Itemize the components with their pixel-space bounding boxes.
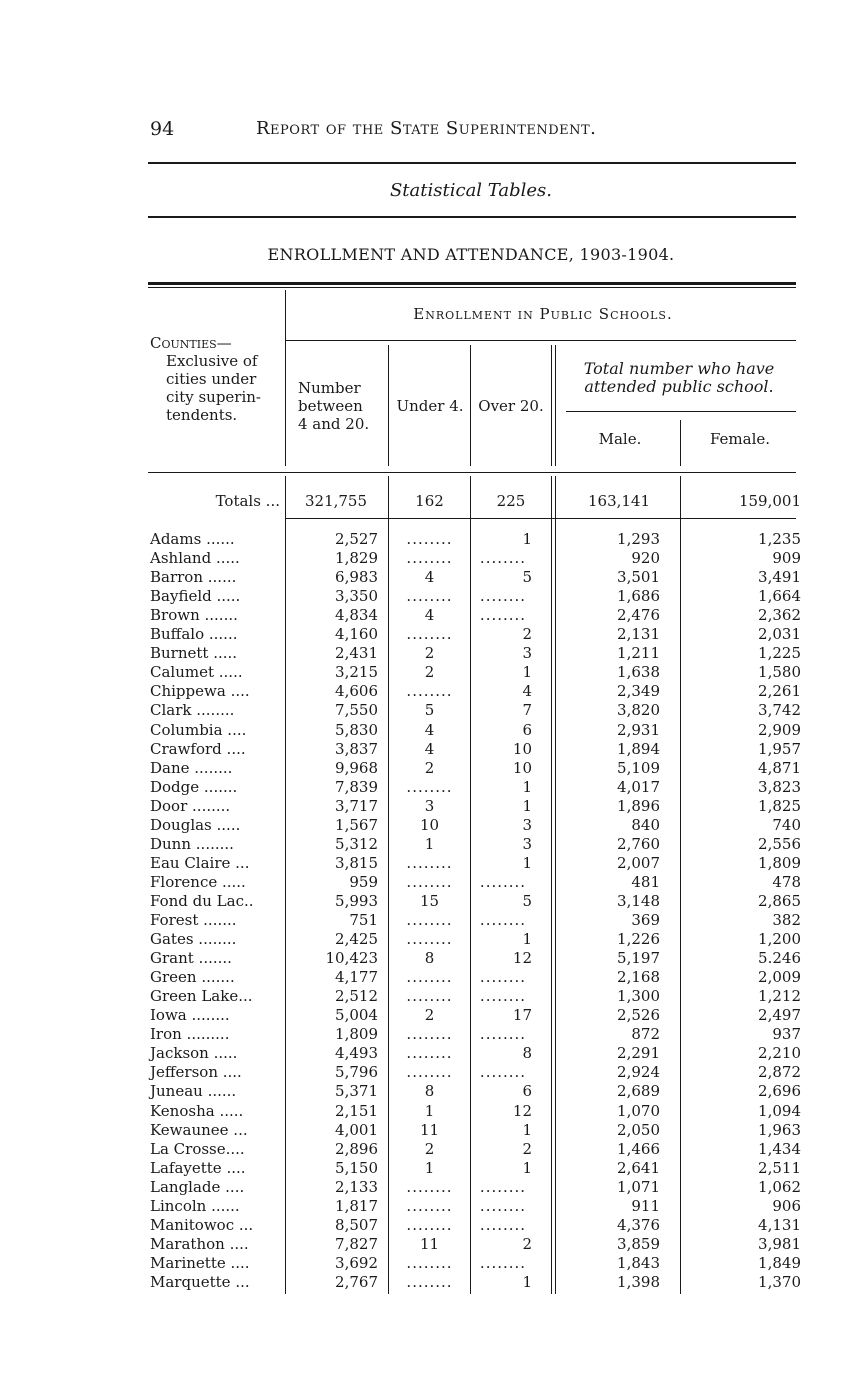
header-bottom-rule <box>148 472 796 473</box>
over-20: 3 <box>522 834 532 853</box>
female-count: 2,865 <box>758 891 801 910</box>
female-count: 1,212 <box>758 987 801 1006</box>
male-count: 2,476 <box>617 606 660 625</box>
over-20: 1 <box>522 796 532 815</box>
county-name: Barron ...... <box>150 568 237 587</box>
table-top-rule <box>148 282 796 285</box>
female-count: 3,981 <box>758 1234 801 1253</box>
county-name: Lincoln ...... <box>150 1196 240 1215</box>
county-name: Green Lake... <box>150 987 253 1006</box>
female-count: 5.246 <box>758 949 801 968</box>
female-count: 4,131 <box>758 1215 801 1234</box>
col-divider <box>555 476 556 1294</box>
number-between: 2,151 <box>335 1101 378 1120</box>
county-name: Adams ...... <box>150 530 235 548</box>
under-4: ........ <box>406 930 453 949</box>
county-name: Jackson ..... <box>150 1044 238 1063</box>
over-20: 2 <box>522 1234 532 1253</box>
male-count: 2,007 <box>617 853 660 872</box>
county-name: Eau Claire ... <box>150 853 250 872</box>
female-count: 478 <box>772 872 801 891</box>
county-name: Marinette .... <box>150 1253 250 1272</box>
page-number: 94 <box>150 118 175 140</box>
col-divider <box>555 345 556 466</box>
col-male-header: Male. <box>598 430 642 448</box>
male-count: 872 <box>631 1025 660 1044</box>
under-4: ........ <box>406 853 453 872</box>
male-count: 2,168 <box>617 968 660 987</box>
male-count: 369 <box>631 911 660 929</box>
over-20: 10 <box>512 739 532 758</box>
county-name: Dane ........ <box>150 758 233 777</box>
header-rule-top <box>148 162 796 164</box>
number-between: 7,550 <box>335 701 378 720</box>
col-divider <box>551 345 552 466</box>
male-count: 1,894 <box>617 739 660 758</box>
female-count: 1,825 <box>758 796 801 815</box>
male-count: 1,300 <box>617 987 660 1006</box>
number-between: 3,215 <box>335 663 378 682</box>
number-between: 3,717 <box>335 796 378 815</box>
number-between: 1,817 <box>335 1196 378 1215</box>
number-between: 2,767 <box>335 1272 378 1291</box>
county-name: Buffalo ...... <box>150 625 238 644</box>
over-20: ........ <box>479 1253 527 1272</box>
county-name: Kenosha ..... <box>150 1101 244 1120</box>
under-4: ........ <box>406 1272 453 1291</box>
over-20: 3 <box>522 815 532 834</box>
female-count: 1,062 <box>758 1177 801 1196</box>
number-between: 9,968 <box>335 758 378 777</box>
male-count: 5,197 <box>617 949 660 968</box>
male-count: 2,526 <box>617 1006 660 1025</box>
col-female-header: Female. <box>709 430 771 448</box>
female-count: 2,511 <box>758 1158 801 1177</box>
male-count: 1,226 <box>617 930 660 949</box>
number-between: 3,815 <box>335 853 378 872</box>
number-between: 2,425 <box>335 930 378 949</box>
male-count: 3,501 <box>617 568 660 587</box>
county-name: Iowa ........ <box>150 1006 230 1025</box>
col-total-header: Total number who have attended public school. <box>583 359 775 396</box>
number-between: 2,133 <box>335 1177 378 1196</box>
table-top-rule-thin <box>148 287 796 288</box>
male-count: 2,689 <box>617 1082 660 1101</box>
over-20: ........ <box>479 587 527 606</box>
under-4: 8 <box>424 949 435 968</box>
county-name: Crawford .... <box>150 739 246 758</box>
number-between: 4,177 <box>335 968 378 987</box>
county-name: Fond du Lac.. <box>150 891 254 910</box>
over-20: 8 <box>522 1044 532 1063</box>
female-count: 1,963 <box>758 1120 801 1139</box>
group-header: Enrollment in Public Schools. <box>413 305 673 323</box>
county-name: Door ........ <box>150 796 231 815</box>
over-20: 1 <box>522 930 532 949</box>
under-4: ........ <box>406 987 453 1006</box>
over-20: ........ <box>479 1177 527 1196</box>
running-title: Report of the State Superintendent. <box>256 118 597 139</box>
over-20: 2 <box>522 1139 532 1158</box>
female-count: 1,434 <box>758 1139 801 1158</box>
over-20: 3 <box>522 644 532 663</box>
female-count: 906 <box>772 1196 801 1215</box>
under-4: ........ <box>406 968 453 987</box>
male-count: 2,931 <box>617 720 660 739</box>
under-4: 3 <box>424 796 435 815</box>
county-name: Dunn ........ <box>150 834 234 853</box>
male-count: 481 <box>631 872 660 891</box>
male-count: 2,924 <box>617 1063 660 1082</box>
male-count: 2,050 <box>617 1120 660 1139</box>
county-name: Marquette ... <box>150 1272 250 1291</box>
male-count: 4,376 <box>617 1215 660 1234</box>
male-count: 1,211 <box>617 644 660 663</box>
county-name: Lafayette .... <box>150 1158 246 1177</box>
county-name: La Crosse.... <box>150 1139 245 1158</box>
section-title: ENROLLMENT AND ATTENDANCE, 1903-1904. <box>267 245 675 264</box>
over-20: 1 <box>522 1272 532 1291</box>
over-20: ........ <box>479 549 527 568</box>
totals-under4: 162 <box>415 492 444 510</box>
under-4: 4 <box>424 720 435 739</box>
under-4: ........ <box>406 872 453 891</box>
county-name: Manitowoc ... <box>150 1215 254 1234</box>
totals-number: 321,755 <box>304 492 368 510</box>
male-count: 1,638 <box>617 663 660 682</box>
under-4: ........ <box>406 1044 453 1063</box>
number-between: 4,493 <box>335 1044 378 1063</box>
male-count: 3,859 <box>617 1234 660 1253</box>
over-20: ........ <box>479 606 527 625</box>
male-count: 2,291 <box>617 1044 660 1063</box>
totals-over20: 225 <box>496 492 526 510</box>
col-divider <box>551 476 552 1294</box>
under-4: ........ <box>406 1177 453 1196</box>
over-20: 2 <box>522 625 532 644</box>
male-count: 1,398 <box>617 1272 660 1291</box>
number-between: 5,371 <box>335 1082 378 1101</box>
under-4: ........ <box>406 587 453 606</box>
col-divider <box>470 345 471 466</box>
male-count: 1,070 <box>617 1101 660 1120</box>
male-count: 1,293 <box>617 530 660 548</box>
under-4: 4 <box>424 606 435 625</box>
over-20: 12 <box>512 949 532 968</box>
number-between: 3,692 <box>335 1253 378 1272</box>
number-between: 959 <box>349 872 378 891</box>
number-between: 5,150 <box>335 1158 378 1177</box>
under-4: 1 <box>424 1158 435 1177</box>
county-name: Ashland ..... <box>150 549 240 568</box>
over-20: 6 <box>522 1082 532 1101</box>
county-name: Douglas ..... <box>150 815 241 834</box>
over-20: ........ <box>479 1025 527 1044</box>
over-20: 12 <box>512 1101 532 1120</box>
under-4: ........ <box>406 1025 453 1044</box>
totals-label: Totals ... <box>215 492 280 510</box>
over-20: ........ <box>479 911 527 929</box>
over-20: 1 <box>522 1158 532 1177</box>
under-4: 1 <box>424 1101 435 1120</box>
male-count: 3,148 <box>617 891 660 910</box>
totals-bottom-rule <box>286 518 796 519</box>
under-4: 1 <box>424 834 435 853</box>
male-count: 911 <box>631 1196 660 1215</box>
col-divider <box>680 420 681 466</box>
over-20: 10 <box>512 758 532 777</box>
under-4: 15 <box>419 891 440 910</box>
female-count: 2,261 <box>758 682 801 701</box>
over-20: ........ <box>479 1196 527 1215</box>
male-count: 2,760 <box>617 834 660 853</box>
county-name: Bayfield ..... <box>150 587 241 606</box>
number-between: 5,796 <box>335 1063 378 1082</box>
county-name: Forest ....... <box>150 911 237 929</box>
under-4: 4 <box>424 568 435 587</box>
over-20: 1 <box>522 530 532 548</box>
number-between: 5,312 <box>335 834 378 853</box>
col-divider <box>388 345 389 466</box>
under-4: 2 <box>424 1139 435 1158</box>
over-20: ........ <box>479 987 527 1006</box>
header-rule-bottom <box>148 216 796 218</box>
female-count: 2,031 <box>758 625 801 644</box>
number-between: 3,837 <box>335 739 378 758</box>
number-between: 8,507 <box>335 1215 378 1234</box>
under-4: ........ <box>406 1253 453 1272</box>
female-count: 937 <box>772 1025 801 1044</box>
number-between: 4,160 <box>335 625 378 644</box>
female-count: 1,809 <box>758 853 801 872</box>
number-between: 1,567 <box>335 815 378 834</box>
under-4: ........ <box>406 1196 453 1215</box>
female-count: 1,957 <box>758 739 801 758</box>
female-count: 2,872 <box>758 1063 801 1082</box>
under-4: ........ <box>406 549 453 568</box>
under-4: 4 <box>424 739 435 758</box>
over-20: ........ <box>479 872 527 891</box>
under-4: 10 <box>419 815 440 834</box>
number-between: 10,423 <box>325 949 378 968</box>
col-over20-header: Over 20. <box>478 397 544 415</box>
female-count: 1,200 <box>758 930 801 949</box>
under-4: ........ <box>406 530 453 548</box>
under-4: ........ <box>406 911 453 929</box>
number-between: 751 <box>349 911 378 929</box>
under-4: 8 <box>424 1082 435 1101</box>
county-name: Clark ........ <box>150 701 235 720</box>
total-subheader-rule <box>566 411 796 412</box>
number-between: 4,834 <box>335 606 378 625</box>
counties-header: Counties— Exclusive of cities under city superin- tendents. <box>150 334 262 424</box>
over-20: 1 <box>522 663 532 682</box>
male-count: 920 <box>631 549 660 568</box>
under-4: 11 <box>419 1120 440 1139</box>
over-20: 4 <box>522 682 532 701</box>
number-between: 1,809 <box>335 1025 378 1044</box>
over-20: 6 <box>522 720 532 739</box>
number-between: 1,829 <box>335 549 378 568</box>
over-20: 1 <box>522 777 532 796</box>
male-count: 3,820 <box>617 701 660 720</box>
female-count: 1,664 <box>758 587 801 606</box>
male-count: 2,641 <box>617 1158 660 1177</box>
over-20: ........ <box>479 968 527 987</box>
over-20: 17 <box>512 1006 532 1025</box>
male-count: 1,843 <box>617 1253 660 1272</box>
male-count: 1,686 <box>617 587 660 606</box>
number-between: 7,827 <box>335 1234 378 1253</box>
number-between: 2,431 <box>335 644 378 663</box>
group-header-rule <box>286 340 796 341</box>
county-name: Columbia .... <box>150 720 247 739</box>
under-4: 2 <box>424 663 435 682</box>
totals-female: 159,001 <box>738 492 801 510</box>
county-name: Gates ........ <box>150 930 237 949</box>
county-name: Brown ....... <box>150 606 238 625</box>
number-between: 5,830 <box>335 720 378 739</box>
male-count: 840 <box>631 815 660 834</box>
number-between: 5,993 <box>335 891 378 910</box>
female-count: 1,235 <box>758 530 801 548</box>
number-between: 6,983 <box>335 568 378 587</box>
under-4: 11 <box>419 1234 440 1253</box>
subtitle: Statistical Tables. <box>389 180 553 201</box>
under-4: 5 <box>424 701 435 720</box>
county-name: Dodge ....... <box>150 777 238 796</box>
county-name: Burnett ..... <box>150 644 238 663</box>
male-count: 2,349 <box>617 682 660 701</box>
county-name: Kewaunee ... <box>150 1120 248 1139</box>
number-between: 2,527 <box>335 530 378 548</box>
female-count: 3,742 <box>758 701 801 720</box>
female-count: 2,497 <box>758 1006 801 1025</box>
female-count: 1,849 <box>758 1253 801 1272</box>
female-count: 2,362 <box>758 606 801 625</box>
col-divider <box>285 290 286 466</box>
female-count: 1,225 <box>758 644 801 663</box>
under-4: 2 <box>424 758 435 777</box>
female-count: 2,009 <box>758 968 801 987</box>
female-count: 2,556 <box>758 834 801 853</box>
under-4: ........ <box>406 682 453 701</box>
number-between: 4,001 <box>335 1120 378 1139</box>
female-count: 3,491 <box>758 568 801 587</box>
male-count: 5,109 <box>617 758 660 777</box>
male-count: 1,071 <box>617 1177 660 1196</box>
under-4: ........ <box>406 777 453 796</box>
county-name: Chippewa .... <box>150 682 250 701</box>
under-4: 2 <box>424 644 435 663</box>
female-count: 382 <box>772 911 801 929</box>
county-name: Marathon .... <box>150 1234 249 1253</box>
col-number-header: Number between 4 and 20. <box>298 379 370 433</box>
number-between: 5,004 <box>335 1006 378 1025</box>
over-20: 1 <box>522 853 532 872</box>
female-count: 3,823 <box>758 777 801 796</box>
number-between: 2,896 <box>335 1139 378 1158</box>
number-between: 4,606 <box>335 682 378 701</box>
col-divider <box>285 476 286 1294</box>
male-count: 1,466 <box>617 1139 660 1158</box>
number-between: 7,839 <box>335 777 378 796</box>
male-count: 1,896 <box>617 796 660 815</box>
over-20: ........ <box>479 1215 527 1234</box>
col-divider <box>680 476 681 1294</box>
county-name: Iron ......... <box>150 1025 230 1044</box>
female-count: 1,094 <box>758 1101 801 1120</box>
county-name: Calumet ..... <box>150 663 243 682</box>
county-name: Florence ..... <box>150 872 246 891</box>
female-count: 2,696 <box>758 1082 801 1101</box>
under-4: ........ <box>406 1063 453 1082</box>
over-20: 7 <box>522 701 532 720</box>
county-name: Langlade .... <box>150 1177 245 1196</box>
male-count: 2,131 <box>617 625 660 644</box>
over-20: 5 <box>522 568 532 587</box>
county-name: Green ....... <box>150 968 235 987</box>
female-count: 1,580 <box>758 663 801 682</box>
female-count: 2,210 <box>758 1044 801 1063</box>
county-name: Juneau ...... <box>150 1082 237 1101</box>
col-under4-header: Under 4. <box>396 397 464 415</box>
female-count: 740 <box>772 815 801 834</box>
col-divider <box>388 476 389 1294</box>
female-count: 909 <box>772 549 801 568</box>
female-count: 2,909 <box>758 720 801 739</box>
under-4: ........ <box>406 625 453 644</box>
over-20: ........ <box>479 1063 527 1082</box>
over-20: 5 <box>522 891 532 910</box>
under-4: 2 <box>424 1006 435 1025</box>
female-count: 1,370 <box>758 1272 801 1291</box>
totals-male: 163,141 <box>587 492 651 510</box>
over-20: 1 <box>522 1120 532 1139</box>
under-4: ........ <box>406 1215 453 1234</box>
number-between: 2,512 <box>335 987 378 1006</box>
male-count: 4,017 <box>617 777 660 796</box>
number-between: 3,350 <box>335 587 378 606</box>
county-name: Grant ....... <box>150 949 232 968</box>
county-name: Jefferson .... <box>150 1063 242 1082</box>
col-divider <box>470 476 471 1294</box>
female-count: 4,871 <box>758 758 801 777</box>
